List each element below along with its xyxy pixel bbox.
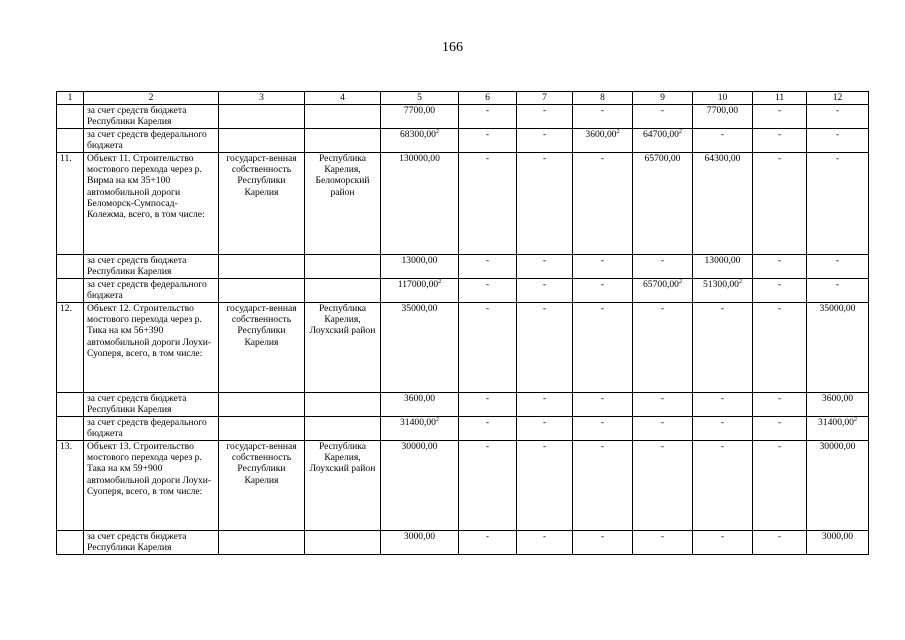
- cell-text: 117000,00: [397, 279, 439, 290]
- table-row: [57, 303, 869, 393]
- cell-text: -: [600, 105, 605, 116]
- cell-text: за счет средств бюджета Республики Карелия: [87, 393, 187, 416]
- location-cell: [305, 531, 381, 555]
- cell-text: -: [660, 303, 665, 314]
- location-cell: [305, 153, 381, 255]
- cell-text: -: [485, 441, 490, 452]
- cell-col-12: [807, 417, 869, 441]
- cell-col-11: [753, 393, 807, 417]
- cell-text: -: [777, 255, 782, 266]
- cell-text: -: [542, 441, 547, 452]
- cell-col-6: [459, 129, 517, 153]
- total-amount-cell: [381, 393, 459, 417]
- cell-col-7: [517, 393, 573, 417]
- row-description: [84, 531, 219, 555]
- cell-text: -: [485, 417, 490, 428]
- cell-col-11: [753, 441, 807, 531]
- row-description: [84, 129, 219, 153]
- table-row: [57, 441, 869, 531]
- cell-col-7: [517, 531, 573, 555]
- cell-col-8: [573, 531, 633, 555]
- cell-text: -: [542, 417, 547, 428]
- cell-text: государст-венная собственность Республики Карелия: [226, 153, 297, 198]
- table-row: [57, 393, 869, 417]
- cell-text: -: [542, 153, 547, 164]
- cell-col-9: [633, 531, 693, 555]
- cell-text: -: [777, 441, 782, 452]
- row-description: [84, 153, 219, 255]
- cell-text: -: [485, 279, 490, 290]
- cell-text: -: [777, 303, 782, 314]
- row-number: [57, 417, 84, 441]
- cell-text: 3600,00: [403, 393, 436, 404]
- cell-text: -: [660, 255, 665, 266]
- cell-text: 11.: [60, 153, 72, 164]
- cell-col-10: [693, 303, 753, 393]
- cell-text: -: [542, 531, 547, 542]
- cell-col-10: [693, 279, 753, 303]
- cell-text: Объект 11. Строительство мостового перехода через р. Вирма на км 35+100 автомобильной дороги Беломорск-Сумпосад-Колежма, всего, в том числе:: [87, 153, 205, 221]
- cell-text: за счет средств федерального бюджета: [87, 279, 207, 302]
- row-number: [57, 531, 84, 555]
- cell-col-7: [517, 153, 573, 255]
- cell-col-11: [753, 129, 807, 153]
- cell-text: -: [485, 153, 490, 164]
- ownership-cell: [219, 531, 305, 555]
- location-cell: [305, 393, 381, 417]
- cell-text: государст-венная собственность Республики Карелия: [226, 303, 297, 348]
- cell-col-9: [633, 279, 693, 303]
- cell-text: за счет средств бюджета Республики Карелия: [87, 105, 187, 128]
- cell-text: 13.: [60, 441, 72, 452]
- location-cell: [305, 105, 381, 129]
- cell-col-8: [573, 393, 633, 417]
- cell-col-6: [459, 531, 517, 555]
- cell-col-9: [633, 441, 693, 531]
- cell-col-12: [807, 255, 869, 279]
- row-description: [84, 105, 219, 129]
- cell-col-10: [693, 153, 753, 255]
- cell-col-12: [807, 441, 869, 531]
- cell-text: -: [660, 417, 665, 428]
- cell-col-12: [807, 129, 869, 153]
- cell-text: -: [777, 153, 782, 164]
- cell-col-11: [753, 153, 807, 255]
- cell-text: 31400,00: [400, 417, 436, 428]
- row-number: [57, 393, 84, 417]
- cell-col-12: [807, 153, 869, 255]
- cell-col-12: [807, 303, 869, 393]
- cell-text: -: [777, 279, 782, 290]
- location-cell: [305, 441, 381, 531]
- table-row: [57, 129, 869, 153]
- cell-text: 7700,00: [706, 105, 739, 116]
- cell-col-11: [753, 303, 807, 393]
- column-number-12: 12: [807, 92, 869, 105]
- page-number: 166: [442, 40, 463, 55]
- cell-text: за счет средств бюджета Республики Карелия: [87, 255, 187, 278]
- total-amount-cell: [381, 105, 459, 129]
- column-number-11: 11: [753, 92, 807, 105]
- total-amount-cell: [381, 417, 459, 441]
- cell-text: -: [660, 105, 665, 116]
- cell-text: -: [660, 441, 665, 452]
- cell-text: -: [660, 393, 665, 404]
- cell-col-10: [693, 531, 753, 555]
- row-description: [84, 279, 219, 303]
- cell-col-6: [459, 153, 517, 255]
- column-number-row: [57, 92, 869, 105]
- cell-text: 3000,00: [403, 531, 436, 542]
- cell-text: 31400,00: [818, 417, 854, 428]
- cell-col-8: [573, 129, 633, 153]
- cell-col-9: [633, 417, 693, 441]
- row-description: [84, 417, 219, 441]
- cell-col-8: [573, 303, 633, 393]
- cell-text: 30000,00: [819, 441, 856, 452]
- row-number: [57, 153, 84, 255]
- cell-col-9: [633, 129, 693, 153]
- cell-text: 65700,00: [644, 153, 681, 164]
- table-row: [57, 417, 869, 441]
- cell-col-7: [517, 105, 573, 129]
- table-row: [57, 105, 869, 129]
- cell-col-7: [517, 255, 573, 279]
- cell-text: Республика Карелия, Беломорский район: [315, 153, 370, 198]
- cell-text: 12.: [60, 303, 72, 314]
- cell-col-8: [573, 255, 633, 279]
- cell-text: -: [777, 531, 782, 542]
- footnote-mark: 2: [853, 417, 857, 423]
- cell-text: -: [600, 255, 605, 266]
- cell-col-9: [633, 153, 693, 255]
- cell-col-6: [459, 441, 517, 531]
- total-amount-cell: [381, 303, 459, 393]
- cell-text: 65700,00: [643, 279, 679, 290]
- location-cell: [305, 255, 381, 279]
- cell-text: -: [720, 303, 725, 314]
- cell-col-11: [753, 531, 807, 555]
- cell-text: -: [777, 129, 782, 140]
- ownership-cell: [219, 417, 305, 441]
- ownership-cell: [219, 303, 305, 393]
- cell-text: за счет средств федерального бюджета: [87, 417, 207, 440]
- total-amount-cell: [381, 255, 459, 279]
- cell-text: -: [600, 531, 605, 542]
- column-number-5: 5: [381, 92, 459, 105]
- column-number-7: 7: [517, 92, 573, 105]
- cell-text: -: [720, 531, 725, 542]
- cell-text: -: [777, 417, 782, 428]
- cell-col-11: [753, 279, 807, 303]
- cell-col-8: [573, 441, 633, 531]
- cell-col-7: [517, 129, 573, 153]
- cell-col-6: [459, 279, 517, 303]
- cell-text: -: [835, 153, 840, 164]
- table-row: [57, 531, 869, 555]
- cell-text: -: [485, 105, 490, 116]
- footnote-mark: 2: [435, 417, 439, 423]
- cell-text: -: [600, 303, 605, 314]
- cell-text: Объект 13. Строительство мостового перехода через р. Така на км 59+900 автомобильной дороги Лоухи-Суоперя, всего, в том числе:: [87, 441, 212, 497]
- row-number: [57, 129, 84, 153]
- cell-col-6: [459, 255, 517, 279]
- cell-col-12: [807, 105, 869, 129]
- row-number: [57, 279, 84, 303]
- cell-text: 35000,00: [819, 303, 856, 314]
- cell-text: -: [542, 279, 547, 290]
- ownership-cell: [219, 393, 305, 417]
- total-amount-cell: [381, 153, 459, 255]
- row-number: [57, 303, 84, 393]
- ownership-cell: [219, 279, 305, 303]
- cell-text: -: [660, 531, 665, 542]
- cell-col-10: [693, 393, 753, 417]
- cell-text: -: [542, 303, 547, 314]
- total-amount-cell: [381, 531, 459, 555]
- cell-text: -: [720, 129, 725, 140]
- footnote-mark: 2: [438, 279, 442, 285]
- cell-col-7: [517, 441, 573, 531]
- cell-text: Республика Карелия, Лоухский район: [309, 303, 376, 337]
- ownership-cell: [219, 255, 305, 279]
- cell-text: 3600,00: [585, 129, 617, 140]
- location-cell: [305, 417, 381, 441]
- cell-col-6: [459, 417, 517, 441]
- cell-text: 51300,00: [703, 279, 739, 290]
- row-description: [84, 255, 219, 279]
- cell-col-10: [693, 255, 753, 279]
- cell-col-11: [753, 105, 807, 129]
- cell-text: -: [600, 417, 605, 428]
- cell-text: 64300,00: [704, 153, 741, 164]
- cell-text: -: [542, 393, 547, 404]
- cell-text: за счет средств бюджета Республики Карелия: [87, 531, 187, 554]
- ownership-cell: [219, 153, 305, 255]
- cell-col-10: [693, 105, 753, 129]
- row-number: [57, 441, 84, 531]
- cell-col-10: [693, 129, 753, 153]
- cell-text: -: [485, 393, 490, 404]
- cell-text: 68300,00: [400, 129, 436, 140]
- cell-col-8: [573, 153, 633, 255]
- cell-text: 64700,00: [643, 129, 679, 140]
- ownership-cell: [219, 105, 305, 129]
- cell-col-11: [753, 255, 807, 279]
- cell-text: -: [542, 255, 547, 266]
- cell-col-7: [517, 417, 573, 441]
- total-amount-cell: [381, 279, 459, 303]
- cell-text: -: [835, 105, 840, 116]
- cell-text: -: [600, 279, 605, 290]
- footnote-mark: 2: [738, 279, 742, 285]
- column-number-4: 4: [305, 92, 381, 105]
- cell-col-10: [693, 417, 753, 441]
- table-body: [57, 92, 869, 555]
- footnote-mark: 2: [678, 279, 682, 285]
- cell-col-12: [807, 393, 869, 417]
- total-amount-cell: [381, 129, 459, 153]
- row-description: [84, 303, 219, 393]
- cell-col-9: [633, 303, 693, 393]
- cell-text: 7700,00: [403, 105, 436, 116]
- cell-text: Объект 12. Строительство мостового перехода через р. Тика на км 56+390 автомобильной дороги Лоухи-Суоперя, всего, в том числе:: [87, 303, 212, 359]
- cell-text: -: [835, 129, 840, 140]
- column-number-8: 8: [573, 92, 633, 105]
- cell-text: 30000,00: [401, 441, 438, 452]
- row-number: [57, 255, 84, 279]
- cell-text: -: [485, 531, 490, 542]
- cell-col-11: [753, 417, 807, 441]
- cell-text: -: [600, 441, 605, 452]
- footnote-mark: 2: [435, 129, 439, 135]
- row-description: [84, 441, 219, 531]
- cell-text: -: [835, 279, 840, 290]
- column-number-6: 6: [459, 92, 517, 105]
- cell-text: -: [600, 393, 605, 404]
- cell-text: 130000,00: [399, 153, 440, 164]
- column-number-1: 1: [57, 92, 84, 105]
- column-number-2: 2: [84, 92, 219, 105]
- cell-col-10: [693, 441, 753, 531]
- budget-table: [56, 91, 869, 555]
- cell-text: 3600,00: [821, 393, 854, 404]
- cell-text: -: [720, 417, 725, 428]
- cell-col-6: [459, 393, 517, 417]
- cell-text: 35000,00: [401, 303, 438, 314]
- cell-text: -: [542, 105, 547, 116]
- cell-text: -: [835, 255, 840, 266]
- cell-text: -: [485, 303, 490, 314]
- column-number-10: 10: [693, 92, 753, 105]
- table-row: [57, 153, 869, 255]
- cell-col-12: [807, 531, 869, 555]
- cell-text: государст-венная собственность Республики Карелия: [226, 441, 297, 486]
- cell-text: -: [720, 393, 725, 404]
- footnote-mark: 2: [678, 129, 682, 135]
- cell-col-6: [459, 105, 517, 129]
- location-cell: [305, 303, 381, 393]
- column-number-3: 3: [219, 92, 305, 105]
- cell-col-9: [633, 393, 693, 417]
- cell-col-9: [633, 255, 693, 279]
- table-row: [57, 255, 869, 279]
- cell-col-8: [573, 279, 633, 303]
- ownership-cell: [219, 441, 305, 531]
- location-cell: [305, 279, 381, 303]
- cell-text: 13000,00: [401, 255, 438, 266]
- cell-text: -: [777, 393, 782, 404]
- cell-col-12: [807, 279, 869, 303]
- cell-text: -: [542, 129, 547, 140]
- cell-text: -: [485, 129, 490, 140]
- cell-text: -: [777, 105, 782, 116]
- cell-text: -: [485, 255, 490, 266]
- cell-text: за счет средств федерального бюджета: [87, 129, 207, 152]
- cell-col-7: [517, 279, 573, 303]
- cell-col-8: [573, 417, 633, 441]
- cell-col-7: [517, 303, 573, 393]
- cell-text: 3000,00: [821, 531, 854, 542]
- column-number-9: 9: [633, 92, 693, 105]
- cell-col-9: [633, 105, 693, 129]
- cell-text: -: [720, 441, 725, 452]
- row-number: [57, 105, 84, 129]
- total-amount-cell: [381, 441, 459, 531]
- footnote-mark: 2: [616, 129, 620, 135]
- cell-col-6: [459, 303, 517, 393]
- table-row: [57, 279, 869, 303]
- location-cell: [305, 129, 381, 153]
- cell-text: 13000,00: [704, 255, 741, 266]
- cell-text: -: [600, 153, 605, 164]
- cell-text: Республика Карелия, Лоухский район: [309, 441, 376, 475]
- ownership-cell: [219, 129, 305, 153]
- row-description: [84, 393, 219, 417]
- cell-col-8: [573, 105, 633, 129]
